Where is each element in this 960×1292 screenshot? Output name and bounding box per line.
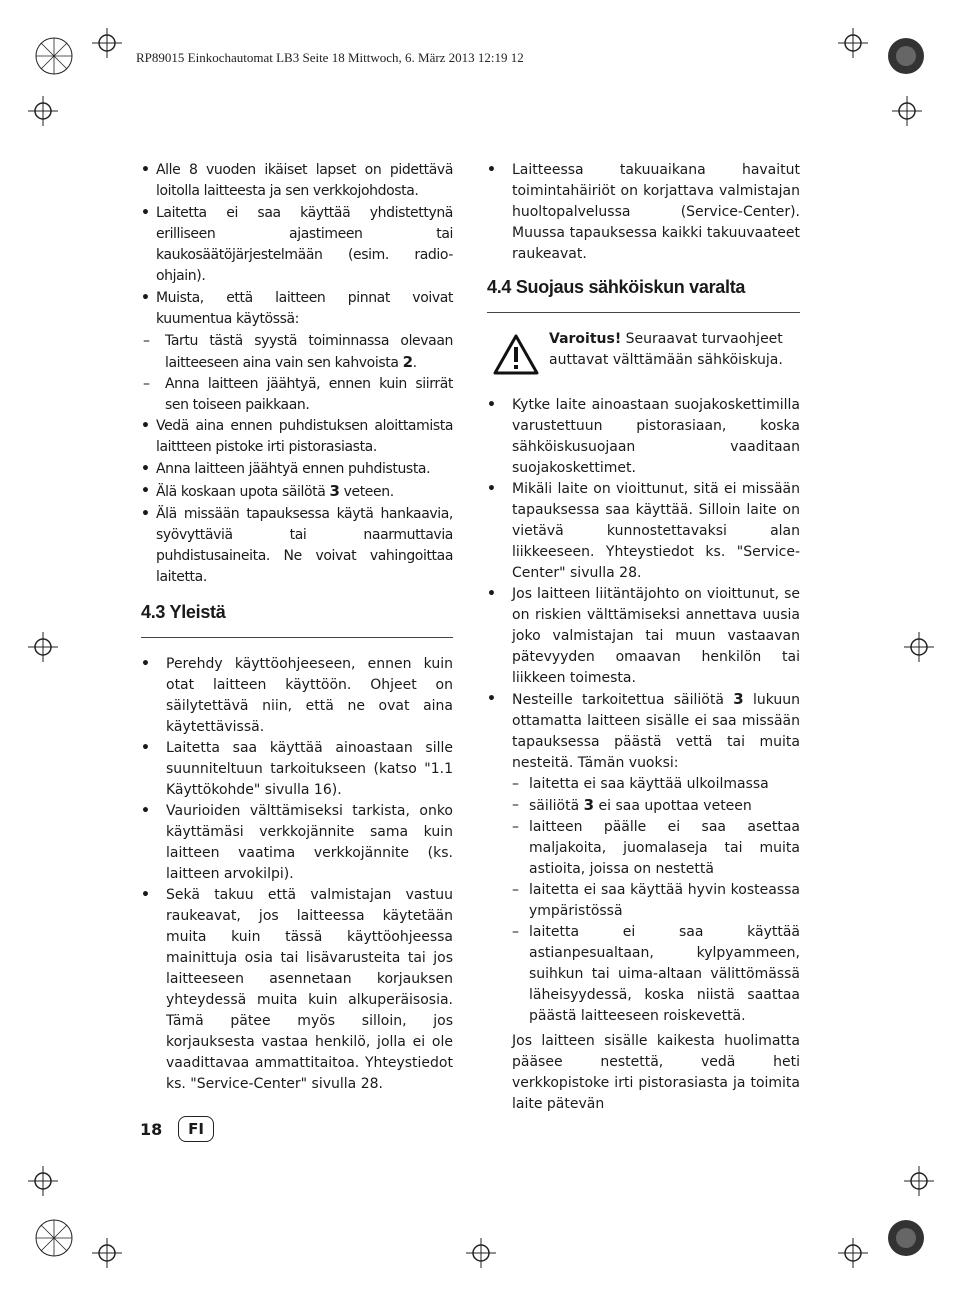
list-item: • Laitteessa takuuaikana havaitut toimintahäiriöt on korjattava valmistajan huoltopalvelussa (Service-Center). Muussa tapauksessa kaikki takuuvaateet raukeavat. bbox=[487, 160, 800, 265]
list-item: – Anna laitteen jäähtyä, ennen kuin siirrät sen toiseen paikkaan. bbox=[143, 374, 453, 416]
section-rule bbox=[487, 312, 800, 313]
registration-mark-left-middle-icon bbox=[28, 632, 58, 662]
warranty-bullet-list bbox=[487, 160, 800, 265]
language-badge: FI bbox=[178, 1116, 214, 1142]
list-item: • Anna laitteen jäähtyä ennen puhdistusta. bbox=[141, 459, 453, 480]
list-item: • Vaurioiden välttämiseksi tarkista, onko käyttämäsi verkkojännite sama kuin laitteen vaatima verkkojännite (ks. laitteen arvokilpi). bbox=[141, 801, 453, 885]
container-ref: 3 bbox=[733, 690, 744, 708]
registration-mark-left-lower-icon bbox=[28, 1166, 58, 1196]
general-bullet-list bbox=[141, 654, 453, 1095]
warning-text: Seuraavat turvaohjeet auttavat välttämään sähköiskuja. bbox=[549, 331, 783, 368]
registration-mark-top-right-icon bbox=[838, 28, 868, 58]
section-heading-4-4: 4.4 Suojaus sähköiskun varalta bbox=[487, 277, 746, 297]
list-item: • Mikäli laite on vioittunut, sitä ei missään tapauksessa saa käyttää. Silloin laite on vietävä kunnostettavaksi alan liikkeeseen. Yhteystiedot ks. "Service-Center" sivulla 28. bbox=[487, 479, 800, 584]
container-ref: 3 bbox=[329, 482, 340, 500]
list-item: • Vedä aina ennen puhdistuksen aloittamista laittteen pistoke irti pistorasiasta. bbox=[141, 416, 453, 458]
list-item: • Muista, että laitteen pinnat voivat kuumentua käytössä: bbox=[141, 288, 453, 330]
warning-label: Varoitus! bbox=[549, 331, 622, 347]
closing-paragraph: Jos laitteen sisälle kaikesta huolimatta pääsee nestettä, vedä heti verkkopistoke irti pistorasiasta ja toimita laite pätevän bbox=[512, 1033, 800, 1112]
list-item: • Älä koskaan upota säilötä 3 veteen. bbox=[141, 481, 453, 503]
warning-box bbox=[487, 329, 800, 381]
liquid-dash-list bbox=[507, 774, 800, 1027]
left-column bbox=[141, 160, 453, 1095]
list-item: • Jos laitteen liitäntäjohto on vioittunut, se on riskien välttämiseksi annettava uusia joko valmistajan tai muun vastaavan pätevyyden omaavan henkilön tai liikkeen toimesta. bbox=[487, 584, 800, 689]
handle-ref: 2 bbox=[402, 353, 413, 371]
registration-mark-bottom-right-icon bbox=[838, 1238, 868, 1268]
crop-mark-bottom-left-icon bbox=[28, 1212, 80, 1264]
page-number: 18 bbox=[140, 1120, 163, 1139]
section-rule bbox=[141, 637, 453, 638]
print-header: RP89015 Einkochautomat LB3 Seite 18 Mittwoch, 6. März 2013 12:19 12 bbox=[136, 50, 524, 65]
registration-mark-right-lower-icon bbox=[904, 1166, 934, 1196]
registration-mark-right-middle-icon bbox=[904, 632, 934, 662]
warning-triangle-icon bbox=[493, 333, 539, 375]
list-item: – laitteen päälle ei saa asettaa maljakoita, juomalaseja tai muita astioita, joissa on nestettä bbox=[507, 817, 800, 880]
crop-mark-top-right-icon bbox=[880, 30, 932, 82]
container-ref: 3 bbox=[583, 796, 595, 814]
list-item: – säiliötä 3 ei saa upottaa veteen bbox=[507, 795, 800, 817]
list-item: • Älä missään tapauksessa käytä hankaavia, syövyttäviä tai naarmuttavia puhdistusaineita. Ne voivat vahingoittaa laitetta. bbox=[141, 504, 453, 588]
list-item: • Kytke laite ainoastaan suojakoskettimilla varustettuun pistorasiaan, koska sähköiskusuojaan vaaditaan suojakoskettimet. bbox=[487, 395, 800, 479]
section-heading-4-3: 4.3 Yleistä bbox=[141, 602, 226, 622]
list-item: • Laitetta ei saa käyttää yhdistettynä erilliseen ajastimeen tai kaukosäätöjärjestelmään (esim. radio-ohjain). bbox=[141, 203, 453, 287]
list-item: • Laitetta saa käyttää ainoastaan sille suunniteltuun tarkoitukseen (katso "1.1 Käyttökohde" sivulla 16). bbox=[141, 738, 453, 801]
list-item: – laitetta ei saa käyttää hyvin kosteassa ympäristössä bbox=[507, 880, 800, 922]
crop-mark-top-left-icon bbox=[28, 30, 80, 82]
list-item: – Tartu tästä syystä toiminnassa olevaan laitteeseen aina vain sen kahvoista 2. bbox=[143, 331, 453, 374]
safety-bullet-list bbox=[141, 160, 453, 330]
registration-mark-bottom-left-icon bbox=[92, 1238, 122, 1268]
list-item: • Perehdy käyttöohjeeseen, ennen kuin otat laitteen käyttöön. Ohjeet on säilytettävä niin, että ne ovat aina käytettävissä. bbox=[141, 654, 453, 738]
registration-mark-bottom-center-icon bbox=[466, 1238, 496, 1268]
registration-mark-top-icon bbox=[92, 28, 122, 58]
crop-mark-bottom-right-icon bbox=[880, 1212, 932, 1264]
registration-mark-left-upper-icon bbox=[28, 96, 58, 126]
list-item: • Sekä takuu että valmistajan vastuu raukeavat, jos laitteessa käytetään muita kuin tässä käyttöohjeessa mainittuja osia tai lisävarusteita tai jos laitteeseen asennetaan korjauksen yhteydessä muita kuin alkuperäisosia. Tämä pätee myös silloin, jos korjauksesta vastaa henkilö, jolla ei ole vaadittavaa ammattitaitoa. Yhteystiedot ks. "Service-Center" sivulla 28. bbox=[141, 885, 453, 1095]
list-item: • Nesteille tarkoitettua säiliötä 3 lukuun ottamatta laitteen sisälle ei saa missään tapauksessa päästä vettä tai muita nesteitä. Tämän vuoksi: bbox=[487, 689, 800, 774]
registration-mark-right-upper-icon bbox=[892, 96, 922, 126]
list-item: – laitetta ei saa käyttää astianpesualtaan, kylpyammeen, suihkun tai uima-altaan välittömässä läheisyydessä, koska niistä saattaa päästä laitteeseen roiskevettä. bbox=[507, 922, 800, 1027]
cleaning-bullet-list bbox=[141, 416, 453, 588]
list-item: • Alle 8 vuoden ikäiset lapset on pidettävä loitolla laitteesta ja sen verkkojohdosta. bbox=[141, 160, 453, 202]
right-column bbox=[487, 160, 800, 1115]
list-item: – laitetta ei saa käyttää ulkoilmassa bbox=[507, 774, 800, 795]
hot-surface-dash-list bbox=[143, 331, 453, 416]
electric-safety-bullet-list bbox=[487, 395, 800, 774]
